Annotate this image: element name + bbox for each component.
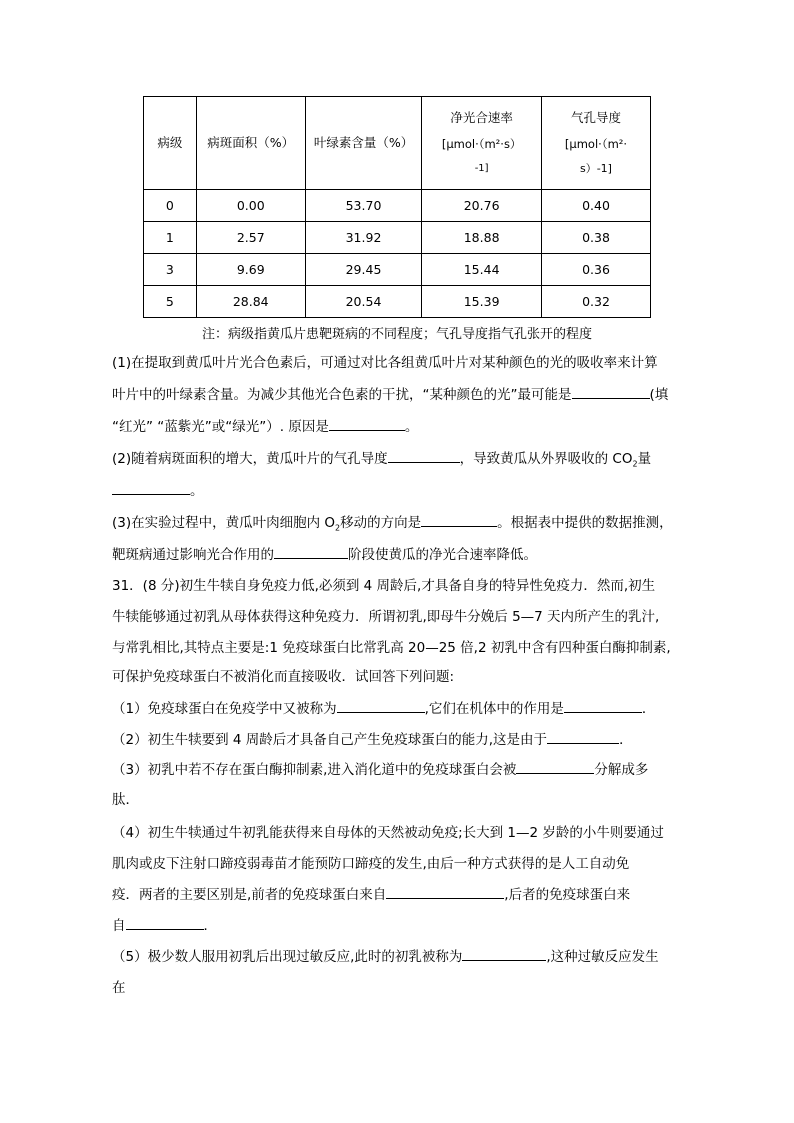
q1-line3 xyxy=(112,416,418,438)
q31-sub5-cont: 在 xyxy=(112,980,126,996)
cell-stomatal: 0.38 xyxy=(541,222,650,254)
q1-line2 xyxy=(112,384,668,406)
q31-line3: 与常乳相比,其特点主要是:1 免疫球蛋白比常乳高 20—25 倍,2 初乳中含有四种蛋白酶抑制素, xyxy=(112,640,671,656)
cell-net-rate: 20.76 xyxy=(422,190,542,222)
q31-sub4-line3-end: ,后者的免疫球蛋白来 xyxy=(504,887,631,903)
q3-line1-text: (3)在实验过程中，黄瓜叶肉细胞内 O xyxy=(112,515,336,531)
answer-blank[interactable] xyxy=(337,698,425,713)
table-note: 注：病级指黄瓜片患靶斑病的不同程度；气孔导度指气孔张开的程度 xyxy=(201,327,592,342)
q31-line1: 31．(8 分)初生牛犊自身免疫力低,必须到 4 周龄后,才具备自身的特异性免疫力．然而,初生 xyxy=(112,578,656,594)
header-spot-area: 病斑面积（%） xyxy=(196,97,305,190)
q2-line1-end: 量 xyxy=(637,451,652,467)
q2-line1 xyxy=(112,448,651,470)
q31-line4: 可保护免疫球蛋白不被消化而直接吸收．试回答下列问题: xyxy=(112,669,455,685)
answer-blank[interactable] xyxy=(126,915,204,930)
q31-sub3-cont: 肽． xyxy=(112,792,139,808)
q31-sub4-line3 xyxy=(112,884,630,906)
answer-blank[interactable] xyxy=(572,384,650,399)
q3-o2-subscript: 2 xyxy=(335,523,341,533)
q2-line2-end: 。 xyxy=(190,483,204,499)
q1-line2-end: (填 xyxy=(649,387,669,403)
cell-stomatal: 0.40 xyxy=(541,190,650,222)
q1-line1: (1)在提取到黄瓜叶片光合色素后，可通过对比各组黄瓜叶片对某种颜色的光的吸收率来计算 xyxy=(112,355,658,371)
cell-grade: 0 xyxy=(144,190,197,222)
cell-chlorophyll: 31.92 xyxy=(305,222,422,254)
answer-blank[interactable] xyxy=(386,884,504,899)
answer-blank[interactable] xyxy=(462,946,546,961)
q31-sub4-line4 xyxy=(112,915,217,937)
q31-sub4-line1: （4）初生牛犊通过牛初乳能获得来自母体的天然被动免疫;长大到 1—2 岁龄的小牛则要通过 xyxy=(112,825,664,841)
q2-line1-text: (2)随着病斑面积的增大，黄瓜叶片的气孔导度 xyxy=(112,451,388,467)
cell-chlorophyll: 29.45 xyxy=(305,254,422,286)
cell-net-rate: 15.39 xyxy=(422,286,542,318)
header-stomatal-line1: 气孔导度 xyxy=(570,110,621,125)
header-net-rate-line2: [μmol·（m²·s） xyxy=(441,137,522,151)
q3-line2-end: 阶段使黄瓜的净光合速率降低。 xyxy=(348,547,537,563)
header-stomatal-line3: s）-1] xyxy=(579,162,612,175)
answer-blank[interactable] xyxy=(421,512,497,527)
q1-line2-text: 叶片中的叶绿素含量。为减少其他光合色素的干扰，“某种颜色的光”最可能是 xyxy=(112,387,572,403)
q31-sub5-text: （5）极少数人服用初乳后出现过敏反应,此时的初乳被称为 xyxy=(112,949,463,965)
cell-net-rate: 15.44 xyxy=(422,254,542,286)
q1-line3-text: “红光” “蓝紫光”或“绿光”）. 原因是 xyxy=(112,419,329,435)
cell-stomatal: 0.36 xyxy=(541,254,650,286)
q31-sub1-mid: ,它们在机体中的作用是 xyxy=(424,701,564,717)
cell-spot-area: 2.57 xyxy=(196,222,305,254)
q31-sub4-line3-text: 疫．两者的主要区别是,前者的免疫球蛋白来自 xyxy=(112,887,387,903)
cell-grade: 5 xyxy=(144,286,197,318)
header-net-rate-line3: -1] xyxy=(474,163,489,174)
cell-spot-area: 9.69 xyxy=(196,254,305,286)
q31-sub3-end: 分解成多 xyxy=(594,762,649,778)
q31-sub5-end: ,这种过敏反应发生 xyxy=(546,949,659,965)
answer-blank[interactable] xyxy=(564,698,642,713)
table-row xyxy=(144,222,651,254)
table-row xyxy=(144,190,651,222)
header-chlorophyll: 叶绿素含量（%） xyxy=(305,97,422,190)
q1-line3-end: 。 xyxy=(404,419,419,435)
cell-spot-area: 0.00 xyxy=(196,190,305,222)
q2-co2-subscript: 2 xyxy=(632,459,638,469)
header-net-rate xyxy=(422,97,542,190)
q2-line1-mid: ，导致黄瓜从外界吸收的 CO xyxy=(459,451,633,467)
header-stomatal xyxy=(541,97,650,190)
table-row xyxy=(144,286,651,318)
table-row xyxy=(144,254,651,286)
q31-sub3-text: （3）初乳中若不存在蛋白酶抑制素,进入消化道中的免疫球蛋白会被 xyxy=(112,762,517,778)
answer-blank[interactable] xyxy=(547,729,619,744)
cell-spot-area: 28.84 xyxy=(196,286,305,318)
cell-grade: 1 xyxy=(144,222,197,254)
header-grade: 病级 xyxy=(144,97,197,190)
q31-sub2 xyxy=(112,729,633,751)
q3-line1-mid: 移动的方向是 xyxy=(340,515,422,531)
q2-line2 xyxy=(112,480,204,502)
data-table xyxy=(143,96,651,318)
cell-chlorophyll: 20.54 xyxy=(305,286,422,318)
q31-sub1-end: ． xyxy=(641,701,656,717)
q31-sub1 xyxy=(112,698,655,720)
q31-sub4-line4-text: 自 xyxy=(112,918,126,934)
q31-sub3 xyxy=(112,759,648,781)
q31-sub2-text: （2）初生牛犊要到 4 周龄后才具备自己产生免疫球蛋白的能力,这是由于 xyxy=(112,732,548,748)
answer-blank[interactable] xyxy=(388,448,460,463)
header-net-rate-line1: 净光合速率 xyxy=(450,110,513,125)
answer-blank[interactable] xyxy=(516,759,594,774)
q3-line1 xyxy=(112,512,673,534)
q31-sub1-text: （1）免疫球蛋白在免疫学中又被称为 xyxy=(112,701,337,717)
answer-blank[interactable] xyxy=(274,544,348,559)
cell-grade: 3 xyxy=(144,254,197,286)
header-stomatal-line2: [μmol·（m²· xyxy=(564,137,628,151)
q3-line1-end: 。根据表中提供的数据推测， xyxy=(497,515,673,531)
q31-sub5 xyxy=(112,946,659,968)
q31-line2: 牛犊能够通过初乳从母体获得这种免疫力．所谓初乳,即母牛分娩后 5—7 天内所产生的乳汁, xyxy=(112,609,660,625)
q3-line2-text: 靶斑病通过影响光合作用的 xyxy=(112,547,274,563)
answer-blank[interactable] xyxy=(112,480,190,495)
table-header-row xyxy=(144,97,651,190)
q31-sub4-line4-end: ． xyxy=(203,918,217,934)
cell-chlorophyll: 53.70 xyxy=(305,190,422,222)
cell-net-rate: 18.88 xyxy=(422,222,542,254)
cell-stomatal: 0.32 xyxy=(541,286,650,318)
answer-blank[interactable] xyxy=(329,416,405,431)
q3-line2 xyxy=(112,544,537,566)
q31-sub2-end: ． xyxy=(619,732,633,748)
q31-sub4-line2: 肌肉或皮下注射口蹄疫弱毒苗才能预防口蹄疫的发生,由后一种方式获得的是人工自动免 xyxy=(112,856,630,872)
